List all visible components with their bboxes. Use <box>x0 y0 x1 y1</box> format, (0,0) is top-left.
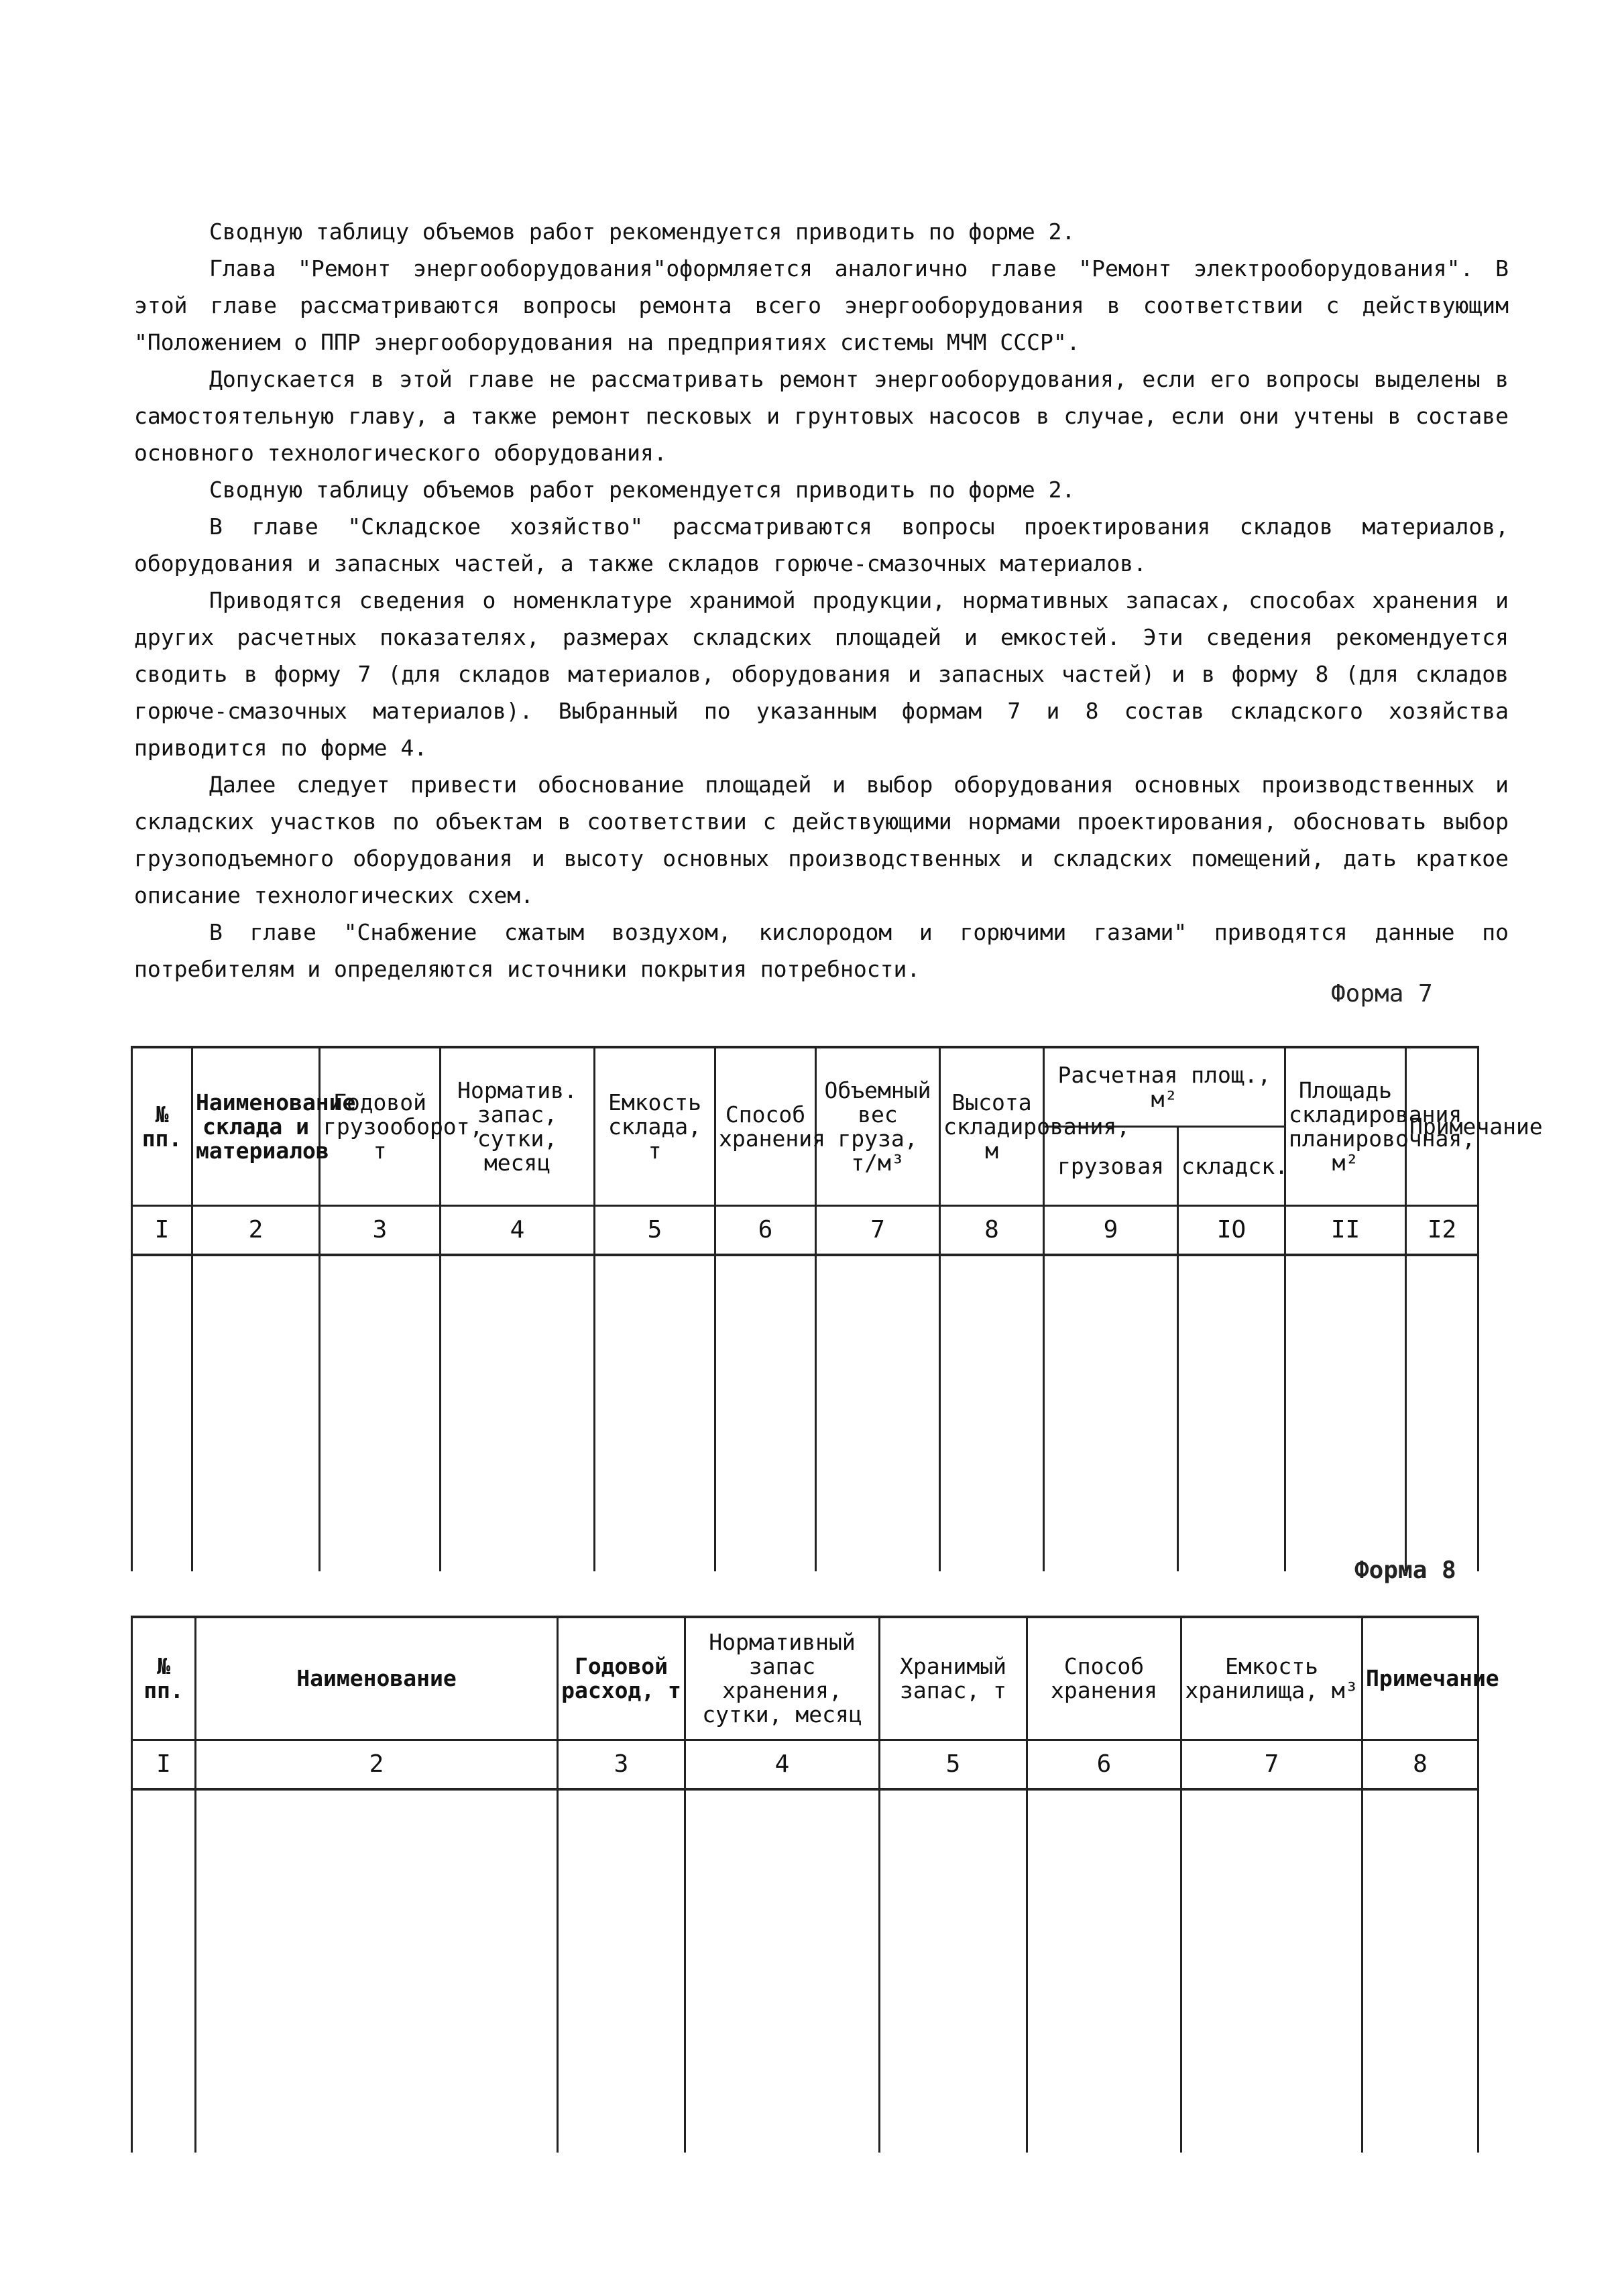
form7-col-number: I <box>132 1206 192 1256</box>
form7-cell <box>715 1255 816 1571</box>
form7-header-storage-method: Способ хранения <box>715 1047 816 1206</box>
form7-header-planned-area: Площадь складирования планировочная, м² <box>1285 1047 1406 1206</box>
form7-col-number: 4 <box>441 1206 595 1256</box>
form7-header-note: Примечание <box>1406 1047 1478 1206</box>
form8-header-stored-stock: Хранимый запас, т <box>880 1617 1027 1740</box>
form8-table <box>131 1616 1499 2153</box>
form8-header-norm-stock: Нормативный запас хранения, сутки, месяц <box>685 1617 880 1740</box>
form7-cell <box>192 1255 320 1571</box>
form7-header-area-group: Расчетная площ., м² <box>1044 1047 1285 1127</box>
form8-col-number: 2 <box>196 1740 558 1790</box>
form8-header-number: № пп. <box>132 1617 196 1740</box>
form8-cell <box>132 1789 196 2153</box>
form8-col-number: 3 <box>558 1740 685 1790</box>
form8-cell <box>196 1789 558 2153</box>
form8-cell <box>558 1789 685 2153</box>
form7-col-number: II <box>1285 1206 1406 1256</box>
form7-cell <box>1178 1255 1285 1571</box>
form8-header-note: Примечание <box>1362 1617 1478 1740</box>
form8-cell <box>1362 1789 1478 2153</box>
form7-label: Форма 7 <box>1331 980 1433 1008</box>
form7-table <box>131 1046 1543 1571</box>
form7-number-row <box>132 1206 1478 1256</box>
form7-header-stack-height: Высота складирования, м <box>940 1047 1044 1206</box>
paragraph-5: В главе "Складское хозяйство" рассматриваются вопросы проектирования складов материалов, оборудования и запасных частей, а также складов горюче-смазочных материалов. <box>134 513 1509 577</box>
form7-cell <box>940 1255 1044 1571</box>
form8-header-storage-method: Способ хранения <box>1027 1617 1181 1740</box>
form7-empty-body <box>132 1255 1478 1571</box>
form7-col-number: 2 <box>192 1206 320 1256</box>
form8-col-number: I <box>132 1740 196 1790</box>
form8-col-number: 7 <box>1181 1740 1362 1790</box>
form8-col-number: 6 <box>1027 1740 1181 1790</box>
paragraph-2: Глава "Ремонт энергооборудования"оформляется аналогично главе "Ремонт электрооборудования". В этой главе рассматриваются вопросы ремонта всего энергооборудования в соответствии с действующим "Положением о ППР энергооборудования на предприятиях системы МЧМ СССР". <box>134 255 1509 355</box>
paragraph-1: Сводную таблицу объемов работ рекомендуется приводить по форме 2. <box>209 219 1076 245</box>
form7-header-number: № пп. <box>132 1047 192 1206</box>
form7-col-number: 9 <box>1044 1206 1178 1256</box>
form7-header-norm-stock: Норматив. запас, сутки, месяц <box>441 1047 595 1206</box>
paragraph-4: Сводную таблицу объемов работ рекомендуется приводить по форме 2. <box>209 477 1076 503</box>
form8-header-annual-use: Годовой расход, т <box>558 1617 685 1740</box>
form7-cell <box>320 1255 441 1571</box>
form8-header-name: Наименование <box>196 1617 558 1740</box>
form7-col-number: IO <box>1178 1206 1285 1256</box>
form8-cell <box>1181 1789 1362 2153</box>
form7-header-capacity: Емкость склада, т <box>595 1047 715 1206</box>
form7-cell <box>1044 1255 1178 1571</box>
paragraph-8: В главе "Снабжение сжатым воздухом, кислородом и горючими газами" приводятся данные по потребителям и определяются источники покрытия потребности. <box>134 919 1509 982</box>
form7-col-number: 5 <box>595 1206 715 1256</box>
form7-col-number: 8 <box>940 1206 1044 1256</box>
form7-header-cargo-area: грузовая <box>1044 1127 1178 1206</box>
form7-col-number: 7 <box>816 1206 940 1256</box>
paragraph-7: Далее следует привести обоснование площадей и выбор оборудования основных производственных и складских участков по объектам в соответствии с действующими нормами проектирования, обосновать выбор грузоподъемного оборудования и высоту основных производственных и складских помещений, дать краткое описание технологических схем. <box>134 772 1509 908</box>
form8-empty-body <box>132 1789 1478 2153</box>
form7-cell <box>441 1255 595 1571</box>
form8-label: Форма 8 <box>1354 1557 1456 1584</box>
form7-col-number: I2 <box>1406 1206 1478 1256</box>
form7-col-number: 6 <box>715 1206 816 1256</box>
form7-header-turnover: Годовой грузооборот, т <box>320 1047 441 1206</box>
form8-cell <box>880 1789 1027 2153</box>
form8-cell <box>1027 1789 1181 2153</box>
form8-col-number: 8 <box>1362 1740 1478 1790</box>
form8-number-row <box>132 1740 1478 1790</box>
form8-col-number: 4 <box>685 1740 880 1790</box>
form8-header-capacity: Емкость хранилища, м³ <box>1181 1617 1362 1740</box>
form7-cell <box>132 1255 192 1571</box>
form7-header-name: Наименование склада и материалов <box>192 1047 320 1206</box>
form8-cell <box>685 1789 880 2153</box>
form7-cell <box>1285 1255 1406 1571</box>
form7-header-volume-weight: Объемный вес груза, т/м³ <box>816 1047 940 1206</box>
form7-cell <box>816 1255 940 1571</box>
form7-cell <box>1406 1255 1478 1571</box>
paragraph-3: Допускается в этой главе не рассматривать ремонт энергооборудования, если его вопросы выделены в самостоятельную главу, а также ремонт песковых и грунтовых насосов в случае, если они учтены в составе основного технологического оборудования. <box>134 366 1509 466</box>
form7-cell <box>595 1255 715 1571</box>
body-text <box>134 213 1509 987</box>
form7-col-number: 3 <box>320 1206 441 1256</box>
paragraph-6: Приводятся сведения о номенклатуре хранимой продукции, нормативных запасах, способах хранения и других расчетных показателях, размерах складских площадей и емкостей. Эти сведения рекомендуется сводить в форму 7 (для складов материалов, оборудования и запасных частей) и в форму 8 (для складов горюче-смазочных материалов). Выбранный по указанным формам 7 и 8 состав складского хозяйства приводится по форме 4. <box>134 587 1509 761</box>
form7-header-warehouse-area: складск. <box>1178 1127 1285 1206</box>
form8-col-number: 5 <box>880 1740 1027 1790</box>
